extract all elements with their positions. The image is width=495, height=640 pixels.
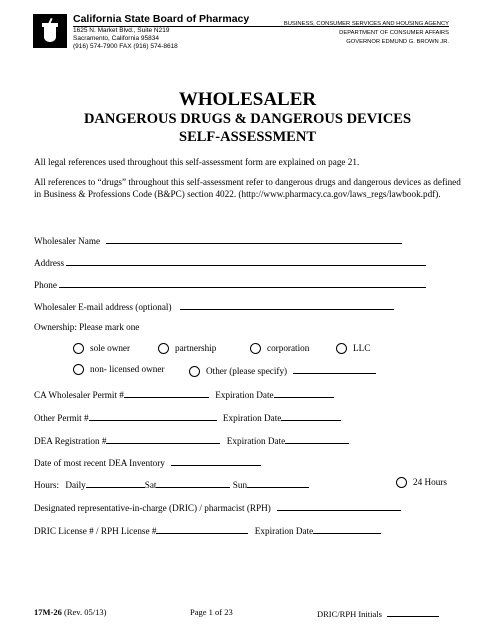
nonlicensed-owner-label: non- licensed owner [90,364,165,374]
radio-other[interactable] [189,366,200,377]
daily-label: Daily [65,480,86,490]
phone-line[interactable] [59,278,426,288]
ca-permit-line[interactable] [124,388,209,398]
board-name: California State Board of Pharmacy [73,13,250,25]
designated-rep-row[interactable] [34,501,401,513]
other-label: Other (please specify) [206,366,288,376]
phone-field[interactable] [34,278,426,290]
dric-license-label: DRIC License # / RPH License # [34,526,157,536]
email-field[interactable] [34,300,394,312]
hours-24-option[interactable] [396,477,447,488]
ownership-other[interactable] [189,364,376,377]
address-line[interactable] [66,256,426,266]
dric-license-row[interactable] [34,524,381,536]
designated-rep-line[interactable] [277,501,401,511]
ca-permit-row[interactable] [34,388,334,400]
dric-license-line[interactable] [156,524,248,534]
dric-expiration-label: Expiration Date [254,526,314,536]
ca-permit-label: CA Wholesaler Permit # [34,390,124,400]
dea-registration-label: DEA Registration # [34,436,107,446]
address-label: Address [34,258,65,268]
address-line2: Sacramento, California 95834 [73,35,159,42]
page-title: WHOLESALER [178,89,317,110]
sat-label: Sat [144,480,157,490]
page-number: Page 1 of 23 [190,607,233,617]
phone-label: Phone [34,280,57,290]
initials-field[interactable] [317,607,439,619]
other-permit-expiration-label: Expiration Date [222,413,282,423]
hours-row[interactable] [34,478,309,490]
ownership-sole-owner[interactable] [73,343,130,354]
intro-paragraph-1: All legal references used throughout this self-assessment form are explained on page 21. [34,157,360,167]
wholesaler-name-line[interactable] [106,234,402,244]
ca-permit-expiration-label: Expiration Date [215,390,274,400]
email-line[interactable] [180,300,394,310]
board-logo [33,14,67,48]
hours-label: Hours: [34,480,60,490]
wholesaler-name-field[interactable] [34,234,402,246]
form-revision: (Rev. 05/13) [63,607,107,617]
other-permit-label: Other Permit # [34,413,89,423]
dea-registration-line[interactable] [106,434,220,444]
agency-line3: GOVERNOR EDMUND G. BROWN JR. [346,39,449,45]
dea-inventory-label: Date of most recent DEA Inventory [34,458,165,468]
page-subtitle-2: SELF-ASSESSMENT [179,129,316,145]
daily-hours-line[interactable] [86,478,145,488]
hours-24-label: 24 Hours [413,477,447,487]
agency-line1: BUSINESS, CONSUMER SERVICES AND HOUSING AGENCY [283,21,449,27]
ca-permit-expiration-line[interactable] [274,388,334,398]
ownership-nonlicensed[interactable] [73,364,165,375]
ownership-label: Ownership: Please mark one [34,322,140,332]
llc-label: LLC [353,343,371,353]
sun-hours-line[interactable] [247,478,309,488]
radio-partnership[interactable] [158,343,169,354]
radio-corporation[interactable] [250,343,261,354]
sole-owner-label: sole owner [90,343,131,353]
radio-sole-owner[interactable] [73,343,84,354]
dea-expiration-line[interactable] [285,434,349,444]
other-permit-line[interactable] [89,411,217,421]
dric-expiration-line[interactable] [313,524,381,534]
other-permit-expiration-line[interactable] [281,411,341,421]
wholesaler-name-label: Wholesaler Name [34,236,101,246]
header-rule [73,26,449,27]
email-label: Wholesaler E-mail address (optional) [34,302,172,312]
initials-line[interactable] [387,607,439,617]
dea-inventory-row[interactable] [34,456,261,468]
intro-paragraph-2: All references to “drugs” throughout this self-assessment refer to dangerous drugs and dangerous devices as defined in Business & Professions Code (B&PC) section 4022. (http://www.pharmacy.ca.gov/laws_regs/lawbook.pdf). [34,177,461,199]
dea-expiration-label: Expiration Date [226,436,286,446]
radio-24-hours[interactable] [396,477,407,488]
page-subtitle: DANGEROUS DRUGS & DANGEROUS DEVICES [83,111,412,127]
radio-llc[interactable] [336,343,347,354]
other-specify-line[interactable] [293,364,376,374]
corporation-label: corporation [267,343,310,353]
initials-label: DRIC/RPH Initials [317,609,382,619]
partnership-label: partnership [175,343,217,353]
ownership-corporation[interactable] [250,343,309,354]
other-permit-row[interactable] [34,411,341,423]
radio-nonlicensed-owner[interactable] [73,364,84,375]
address-line1: 1625 N. Market Blvd., Suite N219 [73,27,170,34]
ownership-partnership[interactable] [158,343,216,354]
dea-registration-row[interactable] [34,434,349,446]
form-number: 17M-26 [34,607,62,617]
agency-line2: DEPARTMENT OF CONSUMER AFFAIRS [339,30,449,36]
designated-rep-label: Designated representative-in-charge (DRIC) / pharmacist (RPH) [34,503,271,513]
sun-label: Sun [232,480,248,490]
ownership-llc[interactable] [336,343,370,354]
form-id [34,607,106,617]
address-field[interactable] [34,256,426,268]
sat-hours-line[interactable] [156,478,230,488]
dea-inventory-line[interactable] [171,456,261,466]
phone-fax: (916) 574-7900 FAX (916) 574-8618 [73,43,178,50]
